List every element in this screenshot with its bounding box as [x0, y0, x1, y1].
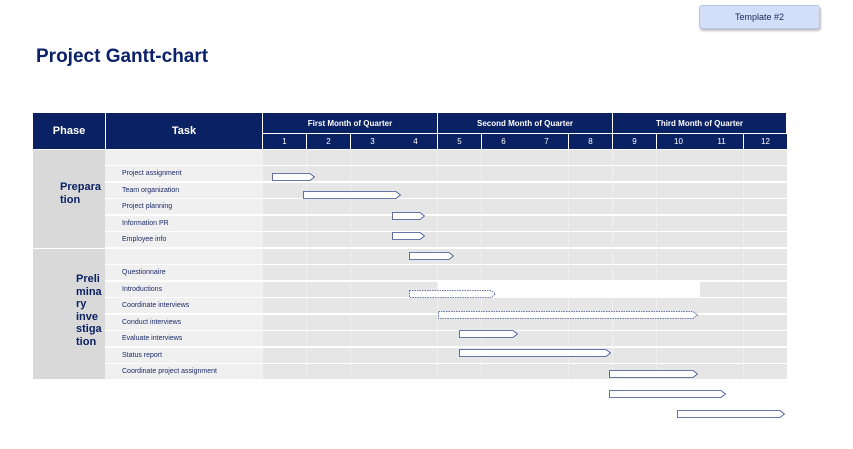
phase-label-preliminary-investigation: Preli mina ry inve stiga tion [76, 273, 102, 348]
grid-cell [351, 150, 394, 165]
grid-cell [307, 199, 350, 214]
task-label: Project assignment [122, 170, 182, 177]
grid-cell [569, 364, 612, 379]
grid-cell [700, 282, 743, 297]
grid-cell [438, 199, 481, 214]
grid-cell [482, 166, 525, 181]
grid-cell [569, 199, 612, 214]
grid-cell [263, 199, 306, 214]
grid-cell [263, 216, 306, 231]
grid-cell [613, 216, 656, 231]
task-label: Evaluate interviews [122, 335, 183, 342]
grid-cell [700, 249, 743, 264]
grid-cell [482, 199, 525, 214]
grid-cell [438, 232, 481, 247]
grid-cell [657, 249, 700, 264]
grid-cell [700, 348, 743, 363]
grid-cell [744, 166, 787, 181]
week-header-5: 5 [438, 134, 481, 149]
grid-cell [525, 232, 568, 247]
grid-cell [569, 216, 612, 231]
grid-cell [307, 216, 350, 231]
gantt-bar[interactable] [392, 232, 425, 240]
task-label: Project planning [122, 203, 173, 210]
grid-cell [263, 265, 306, 280]
task-label: Coordinate interviews [122, 302, 190, 309]
grid-cell [263, 282, 306, 297]
grid-cell [657, 150, 700, 165]
week-header-10: 10 [657, 134, 700, 149]
gantt-bar[interactable] [677, 410, 785, 418]
week-header-4: 4 [394, 134, 437, 149]
grid-cell [438, 265, 481, 280]
grid-cell [700, 298, 743, 313]
phase-cell-preliminary-investigation [33, 249, 105, 379]
grid-cell [525, 166, 568, 181]
grid-cell [657, 265, 700, 280]
grid-cell [525, 183, 568, 198]
grid-cell [525, 364, 568, 379]
grid-cell [525, 216, 568, 231]
week-header-3: 3 [351, 134, 394, 149]
grid-cell [394, 265, 437, 280]
task-label: Status report [122, 352, 163, 359]
phase-column-header: Phase [33, 113, 105, 149]
grid-cell [744, 364, 787, 379]
task-label: Introductions [122, 286, 163, 293]
grid-cell [351, 364, 394, 379]
grid-cell [307, 348, 350, 363]
grid-cell [351, 282, 394, 297]
grid-cell [700, 232, 743, 247]
grid-cell [351, 199, 394, 214]
grid-cell [263, 183, 306, 198]
grid-cell [482, 265, 525, 280]
grid-cell [613, 348, 656, 363]
grid-cell [613, 183, 656, 198]
gantt-bar[interactable] [392, 212, 425, 220]
task-label: Team organization [122, 187, 180, 194]
grid-cell [744, 232, 787, 247]
grid-cell [351, 265, 394, 280]
grid-cell [394, 315, 437, 330]
grid-cell [263, 315, 306, 330]
grid-cell [307, 331, 350, 346]
grid-cell [263, 232, 306, 247]
grid-cell [394, 348, 437, 363]
grid-cell [438, 216, 481, 231]
grid-cell [482, 150, 525, 165]
grid-cell [438, 150, 481, 165]
grid-cell [657, 331, 700, 346]
grid-cell [700, 265, 743, 280]
grid-cell [525, 150, 568, 165]
grid-cell [438, 166, 481, 181]
grid-cell [569, 249, 612, 264]
grid-cell [263, 150, 306, 165]
grid-cell [438, 364, 481, 379]
grid-cell [394, 166, 437, 181]
grid-cell [351, 331, 394, 346]
grid-cell [351, 298, 394, 313]
grid-cell [657, 232, 700, 247]
grid-cell [525, 265, 568, 280]
grid-cell [657, 183, 700, 198]
grid-cell [657, 199, 700, 214]
grid-cell [569, 183, 612, 198]
task-label: Conduct interviews [122, 319, 182, 326]
grid-cell [394, 298, 437, 313]
grid-cell [482, 364, 525, 379]
grid-cell [307, 249, 350, 264]
phase-label-preparation: Prepara tion [60, 181, 101, 206]
grid-cell [613, 249, 656, 264]
grid-cell [569, 265, 612, 280]
grid-cell [351, 216, 394, 231]
month-header-1: First Month of Quarter [263, 113, 437, 133]
task-label: Employee info [122, 236, 167, 243]
grid-cell [700, 331, 743, 346]
grid-cell [438, 183, 481, 198]
grid-cell [700, 166, 743, 181]
task-column-header: Task [106, 113, 262, 149]
gantt-bar[interactable] [409, 252, 454, 260]
grid-cell [700, 199, 743, 214]
grid-cell [613, 150, 656, 165]
grid-cell [744, 315, 787, 330]
page-title: Project Gantt-chart [36, 46, 209, 67]
grid-cell [525, 249, 568, 264]
grid-cell [569, 166, 612, 181]
grid-cell [482, 183, 525, 198]
grid-cell [744, 298, 787, 313]
grid-cell [307, 265, 350, 280]
grid-cell [351, 249, 394, 264]
week-header-11: 11 [700, 134, 743, 149]
grid-cell [657, 216, 700, 231]
grid-cell [744, 199, 787, 214]
week-header-6: 6 [482, 134, 525, 149]
gantt-bar[interactable] [459, 330, 518, 338]
grid-cell [351, 348, 394, 363]
grid-cell [307, 298, 350, 313]
gantt-bar[interactable] [303, 191, 401, 199]
grid-cell [263, 364, 306, 379]
week-header-2: 2 [307, 134, 350, 149]
grid-cell [394, 364, 437, 379]
gantt-bar[interactable] [409, 290, 496, 298]
grid-cell [263, 249, 306, 264]
grid-cell [351, 232, 394, 247]
grid-cell [482, 249, 525, 264]
grid-cell [700, 315, 743, 330]
grid-cell [700, 364, 743, 379]
week-header-9: 9 [613, 134, 656, 149]
phase-cell-preparation [33, 150, 105, 248]
grid-cell [351, 166, 394, 181]
grid-cell [657, 348, 700, 363]
grid-cell [525, 199, 568, 214]
month-header-3: Third Month of Quarter [613, 113, 786, 133]
week-header-7: 7 [525, 134, 568, 149]
month-header-2: Second Month of Quarter [438, 113, 612, 133]
grid-cell [744, 216, 787, 231]
grid-cell [744, 282, 787, 297]
grid-cell [613, 265, 656, 280]
grid-cell [744, 249, 787, 264]
grid-cell [613, 331, 656, 346]
grid-cell [307, 282, 350, 297]
gantt-bar[interactable] [438, 311, 698, 319]
grid-cell [263, 348, 306, 363]
grid-cell [351, 315, 394, 330]
grid-cell [307, 232, 350, 247]
grid-cell [569, 331, 612, 346]
week-header-8: 8 [569, 134, 612, 149]
grid-cell [569, 232, 612, 247]
gantt-bar[interactable] [609, 370, 698, 378]
grid-cell [307, 364, 350, 379]
grid-cell [700, 150, 743, 165]
grid-cell [744, 265, 787, 280]
week-header-12: 12 [744, 134, 787, 149]
gantt-bar[interactable] [609, 390, 726, 398]
grid-cell [307, 315, 350, 330]
grid-cell [613, 166, 656, 181]
template-button[interactable]: Template #2 [699, 5, 820, 29]
gantt-bar[interactable] [459, 349, 611, 357]
grid-cell [307, 150, 350, 165]
grid-cell [744, 331, 787, 346]
grid-cell [700, 183, 743, 198]
grid-cell [482, 216, 525, 231]
gantt-bar[interactable] [272, 173, 315, 181]
week-header-1: 1 [263, 134, 306, 149]
task-label: Coordinate project assignment [122, 368, 217, 375]
grid-cell [744, 183, 787, 198]
grid-cell [700, 216, 743, 231]
grid-cell [613, 232, 656, 247]
grid-cell [569, 150, 612, 165]
grid-cell [613, 199, 656, 214]
grid-cell [657, 166, 700, 181]
grid-cell [394, 331, 437, 346]
grid-cell [744, 150, 787, 165]
task-label: Questionnaire [122, 269, 166, 276]
grid-cell [525, 331, 568, 346]
grid-cell [394, 150, 437, 165]
grid-cell [744, 348, 787, 363]
grid-cell [263, 331, 306, 346]
grid-cell [263, 298, 306, 313]
task-label: Information PR [122, 220, 169, 227]
grid-cell [482, 232, 525, 247]
